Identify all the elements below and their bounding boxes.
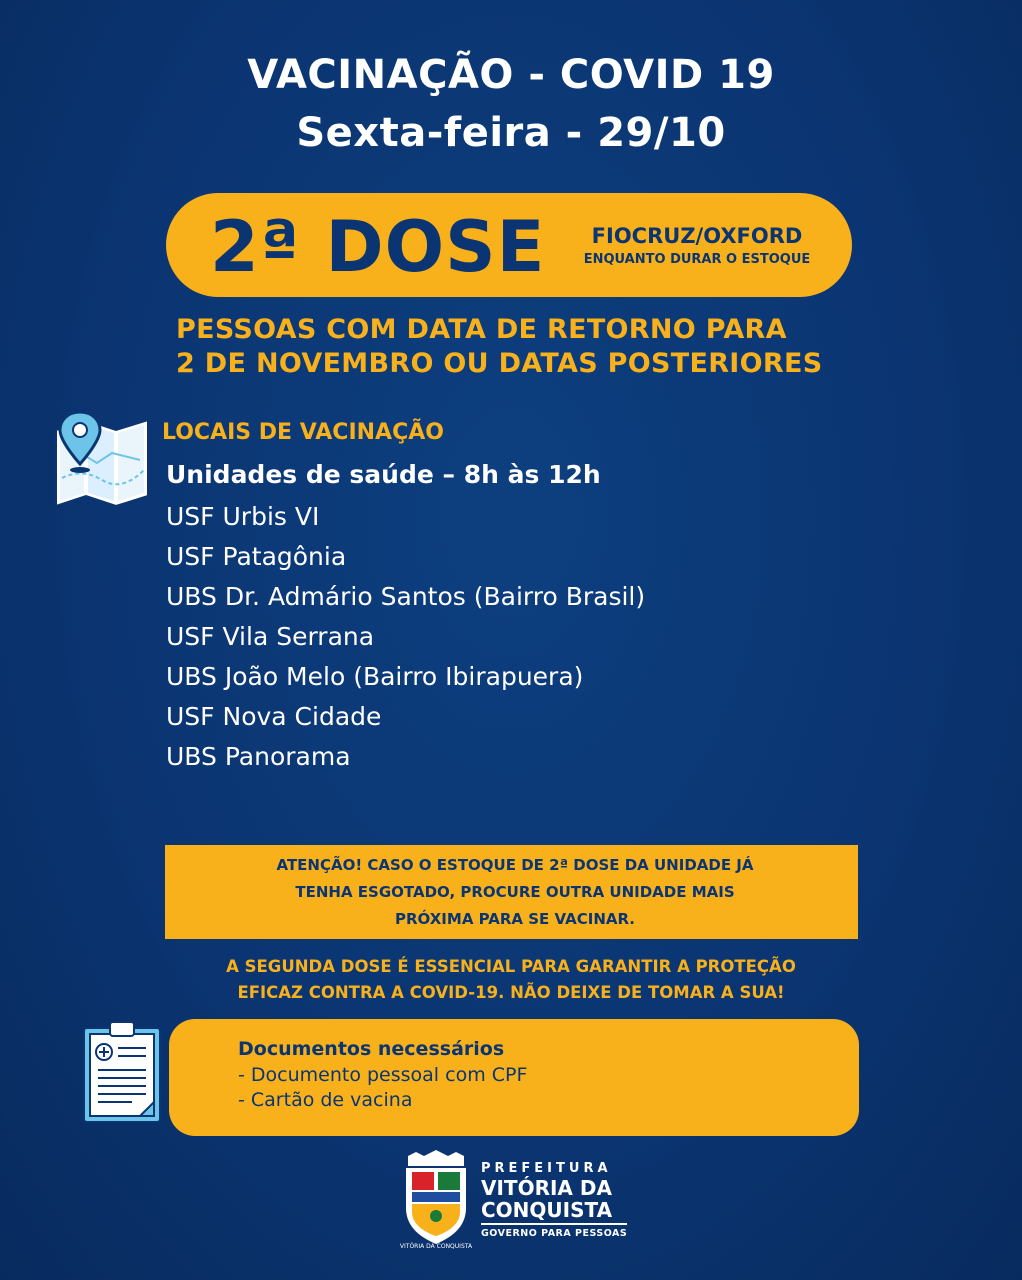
footer-divider (481, 1223, 627, 1225)
document-item: - Documento pessoal com CPF (238, 1064, 528, 1086)
attention-line-3: PRÓXIMA PARA SE VACINAR. (394, 910, 636, 928)
list-item: USF Urbis VI (166, 502, 320, 531)
clipboard-icon (82, 1018, 164, 1126)
city-name-line-2: CONQUISTA (481, 1198, 613, 1222)
list-item: UBS Dr. Admário Santos (Bairro Brasil) (166, 582, 646, 611)
attention-line-1: CASO O ESTOQUE DE 2ª DOSE DA UNIDADE JÁ (362, 856, 754, 874)
list-item: USF Nova Cidade (166, 702, 382, 731)
attention-line-2: TENHA ESGOTADO, PROCURE OUTRA UNIDADE MAIS (295, 883, 735, 901)
list-item: USF Patagônia (166, 542, 347, 571)
map-pin-icon (52, 408, 152, 508)
prefeitura-label: PREFEITURA (481, 1161, 612, 1176)
location-list (166, 500, 645, 780)
list-item: USF Vila Serrana (166, 622, 375, 651)
title-line-2: Sexta-feira - 29/10 (296, 110, 726, 156)
document-item: - Cartão de vacina (238, 1089, 413, 1111)
locations-title: LOCAIS DE VACINAÇÃO (162, 420, 444, 445)
city-crest-logo (398, 1150, 474, 1250)
eligibility-line-2: 2 DE NOVEMBRO OU DATAS POSTERIORES (176, 348, 823, 379)
second-dose-notice-2: EFICAZ CONTRA A COVID-19. NÃO DEIXE DE TOMAR A SUA! (237, 983, 785, 1002)
slogan: GOVERNO PARA PESSOAS (481, 1228, 628, 1239)
documents-title: Documentos necessários (238, 1038, 505, 1060)
units-heading: Unidades de saúde – 8h às 12h (166, 460, 601, 489)
attention-text (200, 852, 830, 933)
second-dose-notice-1: A SEGUNDA DOSE É ESSENCIAL PARA GARANTIR A PROTEÇÃO (226, 957, 796, 976)
attention-strong: ATENÇÃO! (276, 856, 363, 874)
eligibility-line-1: PESSOAS COM DATA DE RETORNO PARA (176, 314, 787, 345)
list-item: UBS Panorama (166, 742, 351, 771)
crest-text: VITÓRIA DA CONQUISTA (399, 1243, 473, 1250)
stock-note: ENQUANTO DURAR O ESTOQUE (583, 252, 811, 267)
dose-label: 2ª DOSE (210, 206, 546, 288)
city-name-line-1: VITÓRIA DA (481, 1176, 612, 1200)
vaccine-brand: FIOCRUZ/OXFORD (591, 224, 803, 248)
title-line-1: VACINAÇÃO - COVID 19 (247, 52, 775, 98)
list-item: UBS João Melo (Bairro Ibirapuera) (166, 662, 584, 691)
